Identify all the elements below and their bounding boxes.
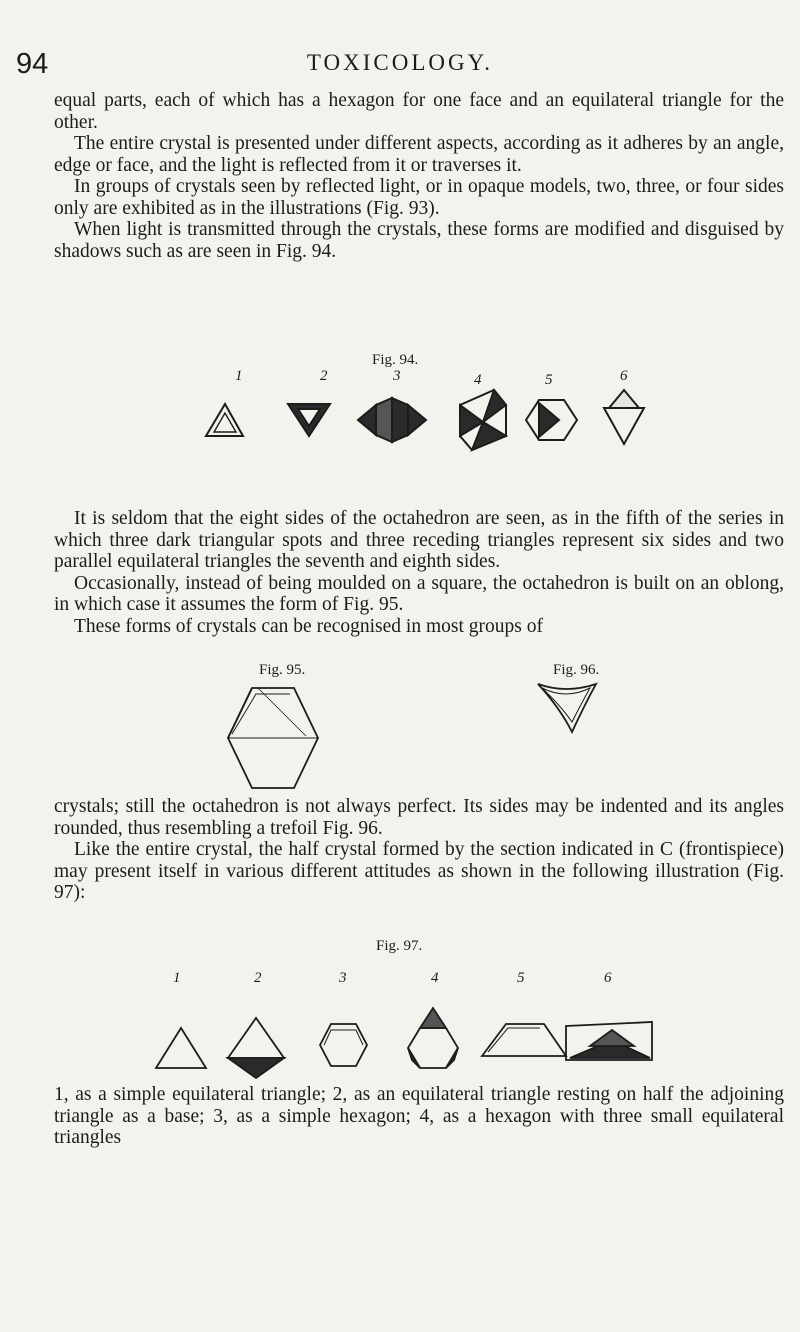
fig97-label-5: 5 (517, 970, 525, 986)
fig97-label-1: 1 (173, 970, 181, 986)
fig97-caption: Fig. 97. (376, 938, 423, 954)
paragraph-8: crystals; still the octahedron is not always perfect. Its sides may be indented and its angles rounded, thus resembling a trefoil Fig. 96. (54, 796, 784, 839)
fig97-crystal-1 (156, 1028, 206, 1068)
fig94-label-5: 5 (545, 372, 553, 388)
page-number: 94 (16, 48, 49, 80)
paragraph-2: The entire crystal is presented under different aspects, according as it adheres by an angle, edge or face, and the light is reflected from it or traverses it. (54, 133, 784, 176)
fig97-crystal-4 (408, 1008, 458, 1068)
fig94-caption: Fig. 94. (372, 352, 419, 368)
paragraph-5: It is seldom that the eight sides of the octahedron are seen, as in the fifth of the series in which three dark triangular spots and three receding triangles represent six sides and two parallel equilateral triangles the seventh and eighth sides. (54, 508, 784, 572)
fig94-label-3: 3 (393, 368, 401, 384)
fig94-label-4: 4 (474, 372, 482, 388)
fig94-label-6: 6 (620, 368, 628, 384)
fig94-label-1: 1 (235, 368, 243, 384)
fig97-crystal-5 (482, 1024, 566, 1056)
fig97-label-4: 4 (431, 970, 439, 986)
fig96-caption: Fig. 96. (553, 662, 600, 678)
fig94-label-2: 2 (320, 368, 328, 384)
fig97-crystal-2 (228, 1018, 284, 1078)
fig97-crystal-3 (320, 1024, 367, 1066)
fig97-label-3: 3 (339, 970, 347, 986)
fig97-label-2: 2 (254, 970, 262, 986)
text-block-bottom (54, 1084, 784, 1149)
fig95-caption: Fig. 95. (259, 662, 306, 678)
paragraph-3: In groups of crystals seen by reflected light, or in opaque models, two, three, or four sides only are exhibited as in the illustrations (Fig. 93). (54, 176, 784, 219)
paragraph-10: 1, as a simple equilateral triangle; 2, as an equilateral triangle resting on half the adjoining triangle as a base; 3, as a simple hexagon; 4, as a hexagon with three small equilateral triangles (54, 1084, 784, 1148)
paragraph-6: Occasionally, instead of being moulded on a square, the octahedron is built on an oblong, in which case it assumes the form of Fig. 95. (54, 572, 784, 615)
paragraph-9: Like the entire crystal, the half crystal formed by the section indicated in C (frontispiece) may present itself in various different attitudes as shown in the following illustration (Fig. 97): (54, 839, 784, 903)
paragraph-7: These forms of crystals can be recognised in most groups of (74, 615, 543, 637)
fig97-crystal-6 (566, 1022, 652, 1060)
fig97-label-6: 6 (604, 970, 612, 986)
paragraph-1: equal parts, each of which has a hexagon for one face and an equilateral triangle for the other. (54, 90, 784, 133)
paragraph-4: When light is transmitted through the crystals, these forms are modified and disguised by shadows such as are seen in Fig. 94. (54, 219, 784, 262)
running-head: TOXICOLOGY. (306, 50, 494, 75)
